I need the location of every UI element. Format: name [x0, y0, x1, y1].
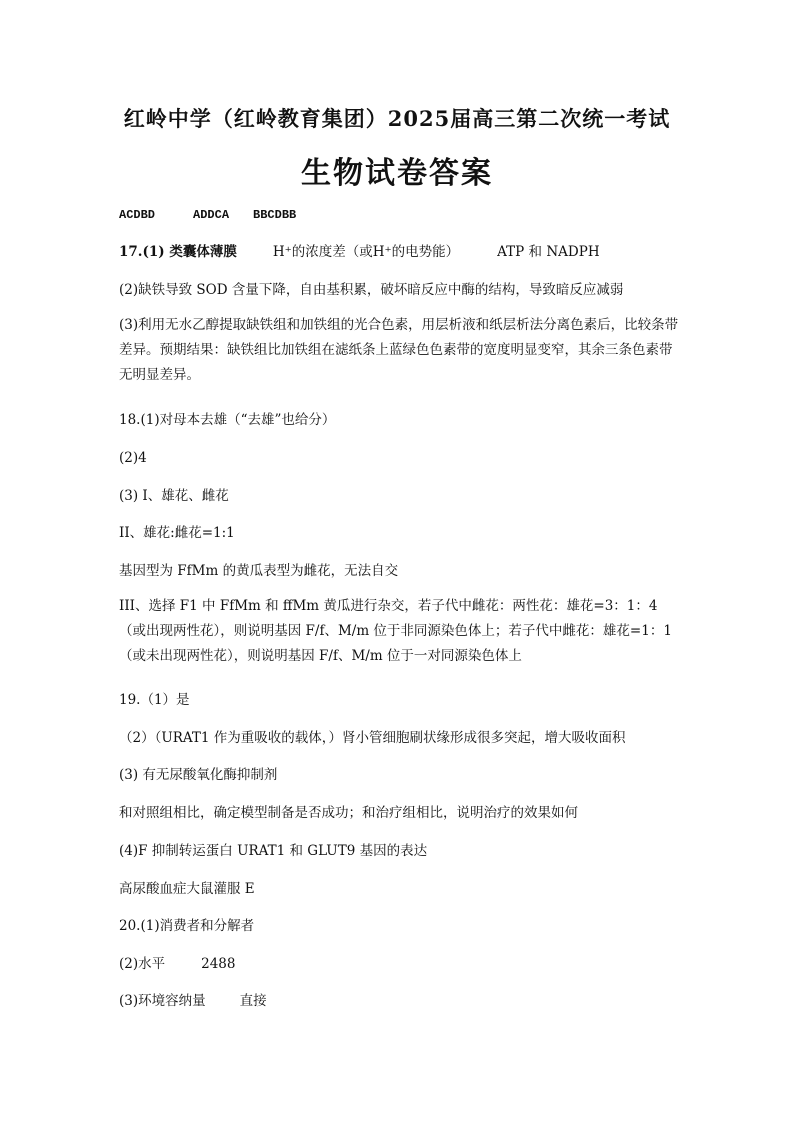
- q18-part4: II、雄花:雌花=1:1: [119, 525, 235, 541]
- q20-part1: 20.(1)消费者和分解者: [119, 918, 255, 934]
- q19-part1: 19.（1）是: [119, 692, 190, 708]
- q18-part6: III、选择 F1 中 FfMm 和 ffMm 黄瓜进行杂交，若子代中雌花：两性花：雄花=3：1：4（或出现两性花），则说明基因 F/f、M/m 位于非同源染色体上；若子代中雌花：雄花=1：1（或未出现两性花），则说明基因 F/f、M/m 位于一对同源染色体上: [119, 598, 672, 664]
- q17-part1-c: ATP 和 NADPH: [497, 244, 600, 260]
- q17-part1-b: H⁺的浓度差（或H⁺的电势能）: [272, 244, 460, 260]
- choice-group-3: BBCDBB: [253, 208, 297, 222]
- q19-part4: 和对照组相比，确定模型制备是否成功；和治疗组相比，说明治疗的效果如何: [119, 805, 578, 821]
- q19-part2: （2）（URAT1 作为重吸收的载体，）肾小管细胞刷状缘形成很多突起，增大吸收面积: [119, 730, 626, 746]
- q18-part3: (3) I、雄花、雌花: [119, 488, 229, 504]
- q18-part5: 基因型为 FfMm 的黄瓜表型为雌花，无法自交: [119, 563, 399, 579]
- choice-group-2: ADDCA: [193, 208, 230, 222]
- q17-part1-a: 17.(1) 类囊体薄膜: [119, 244, 237, 260]
- q17-part1: [119, 243, 600, 261]
- q17-part3: (3)利用无水乙醇提取缺铁组和加铁组的光合色素，用层析液和纸层析法分离色素后，比较条带差异。预期结果：缺铁组比加铁组在滤纸条上蓝绿色色素带的宽度明显变窄，其余三条色素带无明显差异。: [119, 317, 679, 383]
- q20-part2-a: (2)水平: [119, 956, 166, 972]
- q17-part2: (2)缺铁导致 SOD 含量下降，自由基积累，破坏暗反应中酶的结构，导致暗反应减弱: [119, 282, 624, 298]
- q19-part5: (4)F 抑制转运蛋白 URAT1 和 GLUT9 基因的表达: [119, 843, 428, 859]
- q19-part6: 高尿酸血症大鼠灌服 E: [119, 881, 255, 897]
- q20-part3-b: 直接: [239, 993, 267, 1009]
- q20-part2-b: 2488: [201, 956, 236, 972]
- q20-part2: [119, 955, 235, 973]
- choice-answers: [119, 206, 296, 224]
- q20-part3-a: (3)环境容纳量: [119, 993, 206, 1009]
- q18-part1: 18.(1)对母本去雄（“去雄”也给分）: [119, 412, 336, 428]
- exam-title: 红岭中学（红岭教育集团）2025届高三第二次统一考试: [123, 106, 671, 131]
- q18-part2: (2)4: [119, 450, 147, 466]
- q20-part3: [119, 992, 267, 1010]
- paper-subtitle: 生物试卷答案: [301, 156, 493, 191]
- q19-part3: (3) 有无尿酸氧化酶抑制剂: [119, 767, 278, 783]
- choice-group-1: ACDBD: [119, 208, 156, 222]
